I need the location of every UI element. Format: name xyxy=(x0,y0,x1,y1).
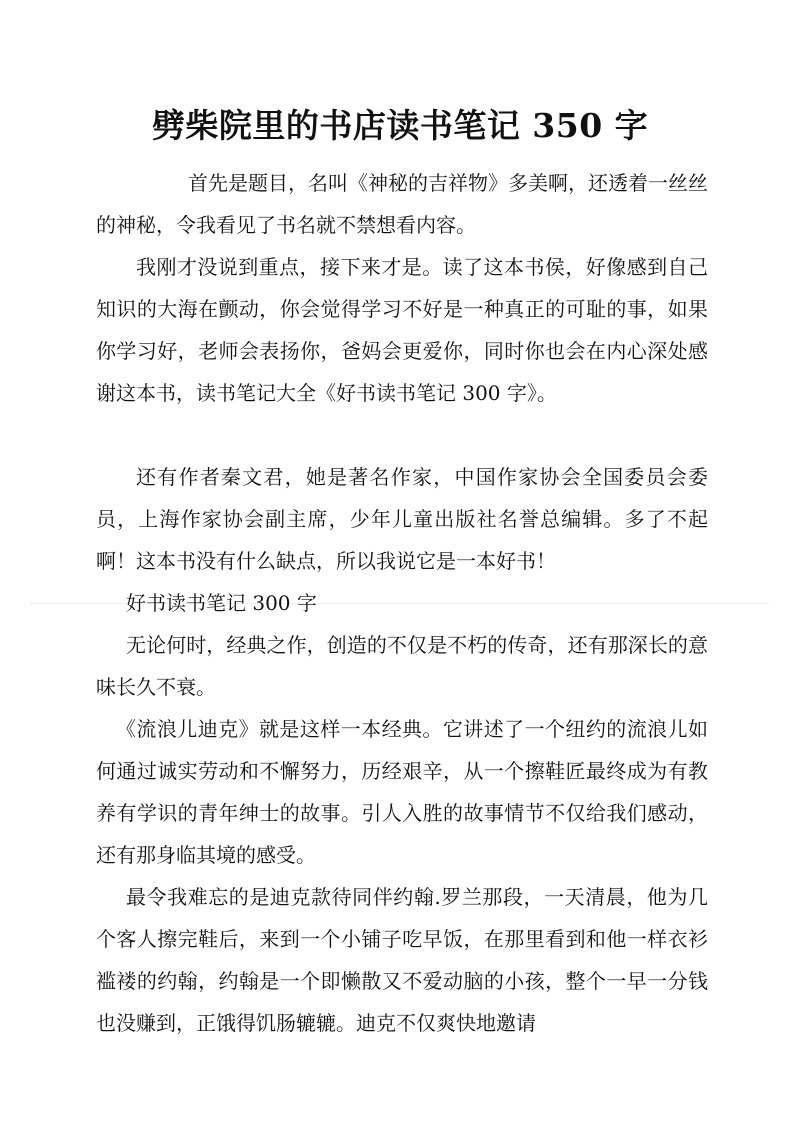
paragraph-title-intro: 首先是题目，名叫《神秘的吉祥物》多美啊，还透着一丝丝的神秘，令我看见了书名就不禁想看内容。 xyxy=(96,171,708,237)
paragraph-author: 还有作者秦文君，她是著名作家，中国作家协会全国委员会委员，上海作家协会副主席，少年儿童出版社名誉总编辑。多了不起啊！这本书没有什么缺点，所以我说它是一本好书！ xyxy=(96,465,708,573)
paragraph-key-point: 我刚才没说到重点，接下来才是。读了这本书侯，好像感到自己知识的大海在颤动，你会觉得学习不好是一种真正的可耻的事，如果你学习好，老师会表扬你，爸妈会更爱你，同时你也会在内心深处感谢这本书，读书笔记大全《好书读书笔记 300 字》。 xyxy=(96,255,708,405)
paragraph-dick-story: 《流浪儿迪克》就是这样一本经典。它讲述了一个纽约的流浪儿如何通过诚实劳动和不懈努力，历经艰辛，从一个擦鞋匠最终成为有教养有学识的青年绅士的故事。引人入胜的故事情节不仅给我们感动，还有那身临其境的感受。 xyxy=(96,717,708,867)
paragraph-classic: 无论何时，经典之作，创造的不仅是不朽的传奇，还有那深长的意味长久不衰。 xyxy=(96,633,708,699)
section-subtitle: 好书读书笔记 300 字 xyxy=(126,591,317,615)
document-title: 劈柴院里的书店读书笔记 350 字 xyxy=(151,106,649,145)
paragraph-memorable-scene: 最令我难忘的是迪克款待同伴约翰.罗兰那段，一天清晨，他为几个客人擦完鞋后，来到一个小铺子吃早饭，在那里看到和他一样衣衫褴褛的约翰，约翰是一个即懒散又不爱动脑的小孩，整个一早一分钱也没赚到，正饿得饥肠辘辘。迪克不仅爽快地邀请 xyxy=(96,885,708,1035)
